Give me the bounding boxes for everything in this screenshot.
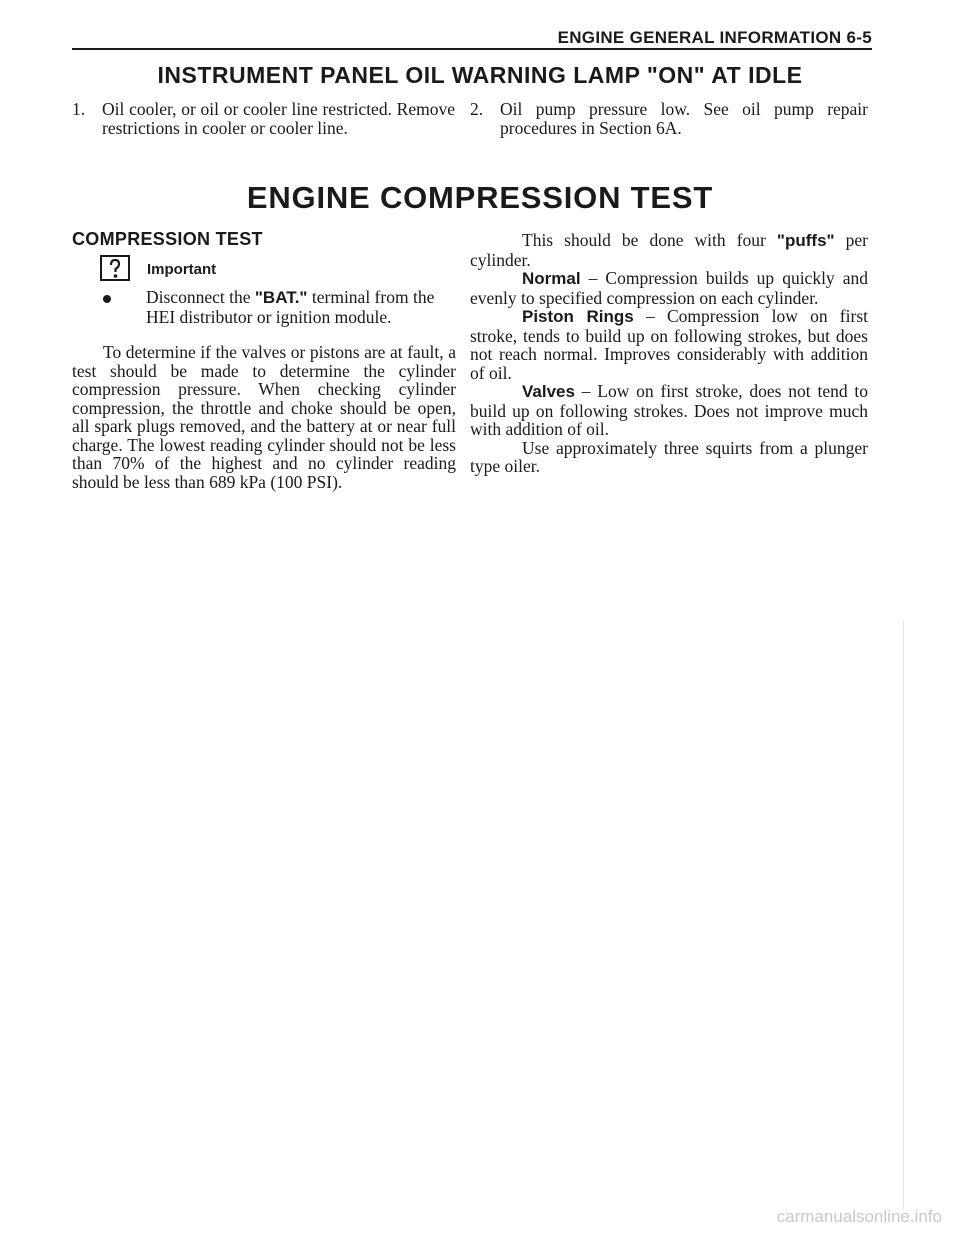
section-title-oil-warning: INSTRUMENT PANEL OIL WARNING LAMP "ON" AT IDLE	[157, 62, 803, 88]
scan-artifact-line	[903, 620, 904, 1210]
intro-keyword: "puffs"	[776, 231, 835, 250]
bullet-text	[146, 288, 456, 326]
result-keyword: Piston Rings	[522, 307, 634, 326]
important-icon	[100, 255, 130, 281]
result-text: – Low on first stroke, does not tend to build up on following strokes. Does not improve much with addition of oil.	[470, 381, 868, 439]
running-title: ENGINE GENERAL INFORMATION 6-5	[557, 28, 872, 47]
page-header	[72, 26, 872, 50]
important-label: Important	[147, 261, 217, 278]
list-number: 2.	[470, 99, 484, 119]
left-paragraph-text: To determine if the valves or pistons are at fault, a test should be made to determine the cylinder compression pressure. When checking cylinder compression, the throttle and choke should be open, all spark plugs removed, and the battery at or near full charge. The lowest reading cylinder should not be less than 70% of the highest and no cylinder reading should be less than 689 kPa (100 PSI).	[72, 342, 456, 492]
result-piston-rings	[470, 307, 868, 382]
intro-pre: This should be done with four	[522, 230, 777, 250]
watermark: carmanualsonline.info	[776, 1207, 942, 1226]
section-title-compression: ENGINE COMPRESSION TEST	[246, 180, 714, 215]
left-paragraph	[72, 343, 456, 491]
closing-paragraph: Use approximately three squirts from a plunger type oiler.	[470, 437, 868, 476]
result-keyword: Valves	[522, 382, 575, 401]
result-keyword: Normal	[522, 269, 581, 288]
subheading-compression-test: COMPRESSION TEST	[72, 229, 263, 249]
list-number: 1.	[72, 99, 86, 119]
list-text: Oil pump pressure low. See oil pump repair procedures in Section 6A.	[500, 99, 868, 138]
right-column	[470, 231, 868, 476]
result-text: – Compression builds up quickly and evenly to specified compression on each cylinder.	[470, 268, 868, 308]
list-text: Oil cooler, or oil or cooler line restricted. Remove restrictions in cooler or cooler line.	[102, 99, 455, 138]
result-normal	[470, 269, 868, 307]
bullet-dot	[103, 295, 111, 303]
bullet-keyword: "BAT."	[254, 288, 308, 307]
intro-post: per cylinder.	[470, 230, 868, 270]
bullet-text-pre: Disconnect the	[146, 287, 255, 307]
intro-paragraph	[470, 231, 868, 269]
result-valves	[470, 382, 868, 439]
result-text: – Compression low on first stroke, tends to build up on following strokes, but does not reach normal. Improves considerably with addition of oil.	[470, 306, 868, 383]
bullet-text-post: terminal from the HEI distributor or ignition module.	[146, 287, 435, 327]
